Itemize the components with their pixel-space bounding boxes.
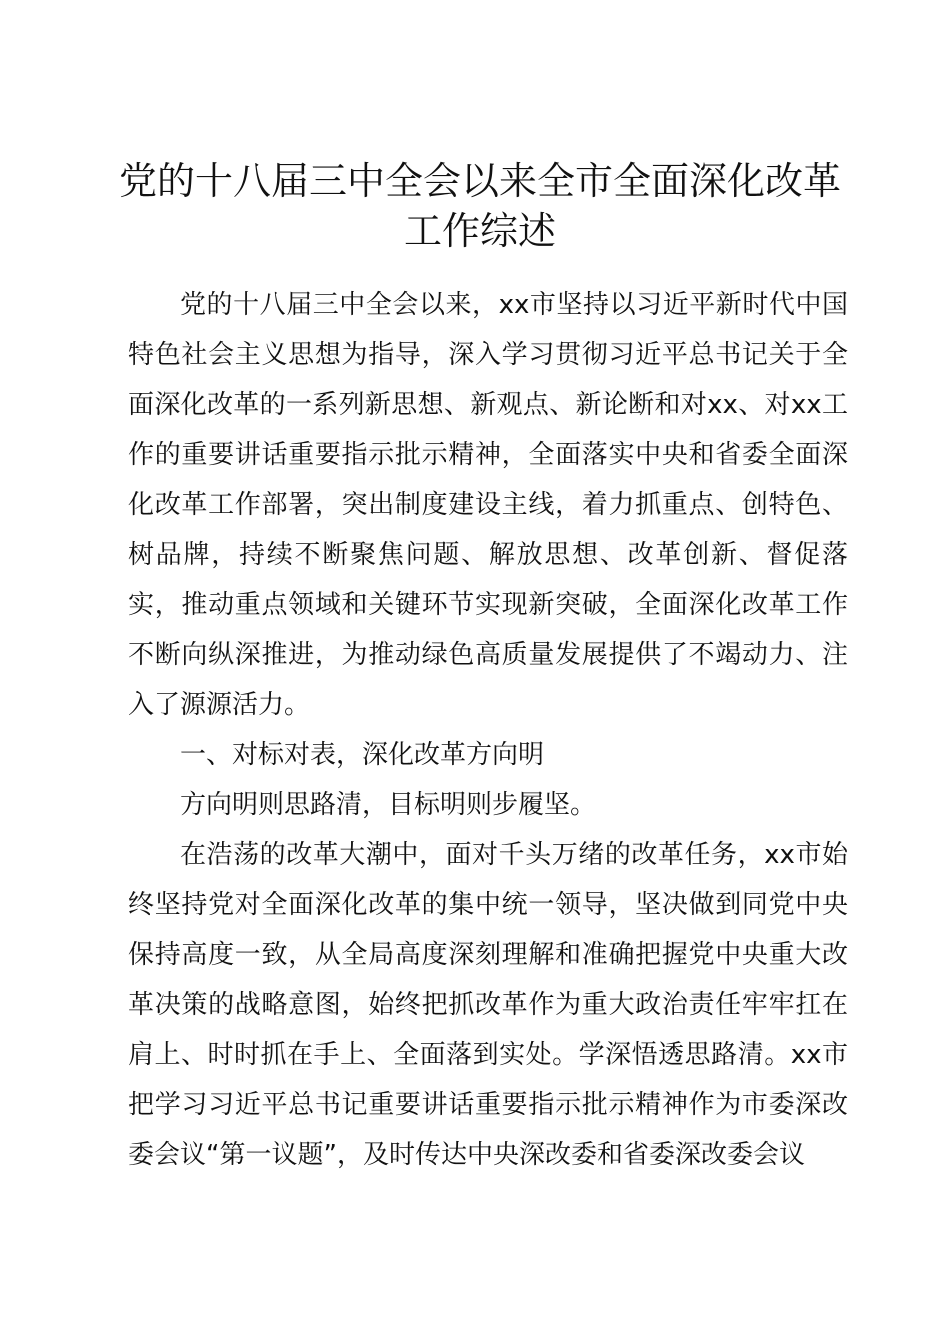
- section-lead-paragraph: 方向明则思路清，目标明则步履坚。: [180, 790, 597, 820]
- document-title: 党的十八届三中全会以来全市全面深化改革工作综述: [118, 159, 841, 253]
- section-body-paragraph: 在浩荡的改革大潮中，面对千头万绪的改革任务，xx市始终坚持党对全面深化改革的集中统一领导，坚决做到同党中央保持高度一致，从全局高度深刻理解和准确把握党中央重大改革决策的战略意图，始终把抓改革作为重大政治责任牢牢扛在肩上、时时抓在手上、全面落到实处。学深悟透思路清。xx市把学习习近平总书记重要讲话重要指示批示精神作为市委深改委会议“第一议题”，及时传达中央深改委和省委深改委会议: [128, 840, 848, 1170]
- document-body: [128, 280, 848, 1180]
- section-heading: 一、对标对表，深化改革方向明: [180, 740, 545, 770]
- intro-paragraph: 党的十八届三中全会以来，xx市坚持以习近平新时代中国特色社会主义思想为指导，深入学习贯彻习近平总书记关于全面深化改革的一系列新思想、新观点、新论断和对xx、对xx工作的重要讲话重要指示批示精神，全面落实中央和省委全面深化改革工作部署，突出制度建设主线，着力抓重点、创特色、树品牌，持续不断聚焦问题、解放思想、改革创新、督促落实，推动重点领域和关键环节实现新突破，全面深化改革工作不断向纵深推进，为推动绿色高质量发展提供了不竭动力、注入了源源活力。: [128, 290, 848, 720]
